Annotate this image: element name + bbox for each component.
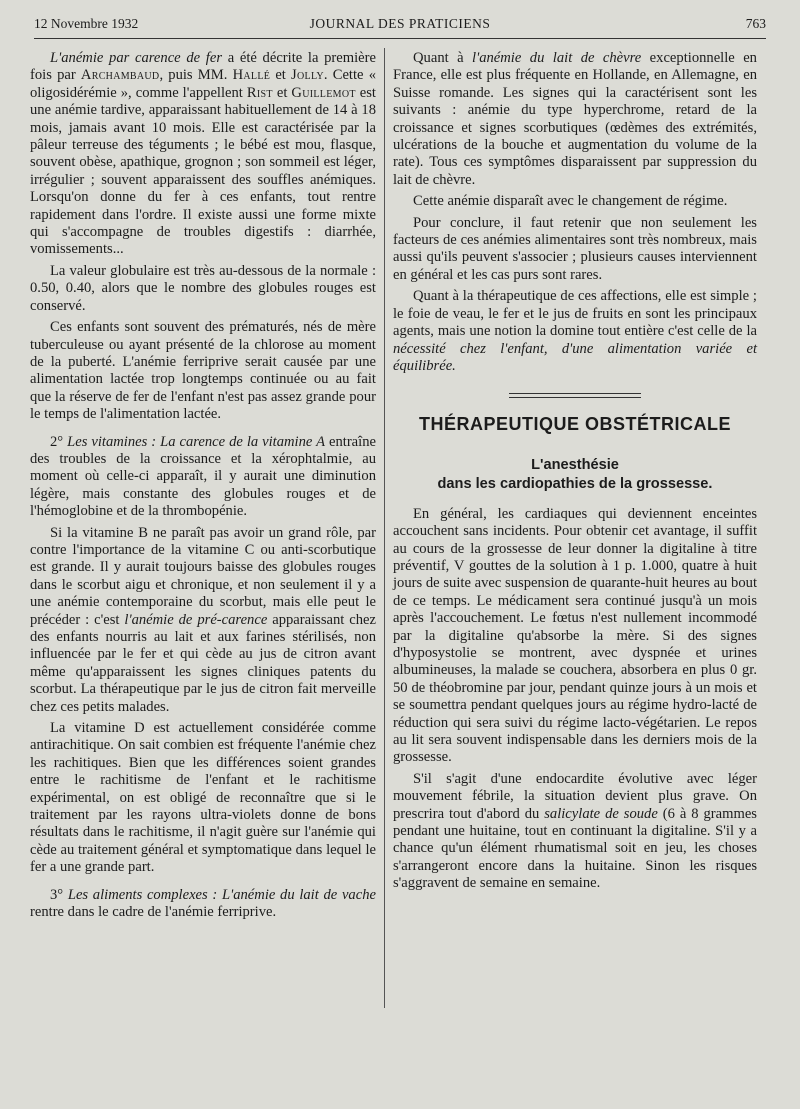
paragraph-globular-value: La valeur globulaire est très au-dessous de la normale : 0.50, 0.40, alors que le nombre des globules rouges est conservé. bbox=[30, 262, 376, 314]
paragraph-vitamin-c: Si la vitamine B ne paraît pas avoir un grand rôle, par contre l'importance de la vitamine C ou anti-scorbutique est grande. Il y aurait toujours baisse des globules rouges dans le scorbut aigu et chronique, et non seulement il y a une anémie contemporaine du scorbut, mais elle peut le précéder : c'est l'anémie de pré-carence apparaissant chez des enfants nourris au lait et aux farines stérilisés, non influencée par le fer et qui cède au jus de citron avant même qu'apparaissent les signes cliniques patents du scorbut. La thérapeutique par le jus de citron fait merveille chez ces petits malades. bbox=[30, 524, 377, 715]
page-number: 763 bbox=[745, 16, 766, 31]
paragraph-cardiac-pregnancy: En général, les cardiaques qui deviennent enceintes accouchent sans incidents. Pour obtenir cet avantage, il suffit au cours de la grossesse de leur donner la digitaline à titre préventif, V gouttes de la solution à 1 p. 1.000, quatre à huit jours de suite avec suspension de quarante-huit heures au bout de ce temps. Le médicament sera continué jusqu'à un mois après l'accouchement. Le fœtus n'est nullement incommodé par la digitaline qu'absorbe la mère. Si des signes d'hyposystolie se montrent, avec dyspnée et urines albumineuses, la malade se couchera, absorbera en plus 0 gr. 50 de théobromine par jour, pendant quinze jours à un mois et se soumettra pendant quelques jours au régime hydro-lacté de réduction qui sera suivi du régime lacto-végétarien. Le repos au lit sera souvent indispensable dans les derniers mois de la grossesse. bbox=[393, 505, 757, 766]
issue-date: 12 Novembre 1932 bbox=[34, 16, 139, 31]
left-column bbox=[30, 50, 376, 926]
section-title: THÉRAPEUTIQUE OBSTÉTRICALE bbox=[418, 414, 731, 435]
paragraph-vitamins: 2° Les vitamines : La carence de la vitamine A entraîne des troubles de la croissance et la xérophtalmie, au moment où celle-ci apparaît, il y aurait une diminution légère, mais constante des globules rouges et de l'hémoglobine et de la thrombopénie. bbox=[30, 433, 376, 520]
right-column bbox=[393, 50, 757, 897]
paragraph-complex-foods: 3° Les aliments complexes : L'anémie du lait de vache rentre dans le cadre de l'anémie ferriprive. bbox=[30, 886, 376, 921]
paragraph-premature: Ces enfants sont souvent des prématurés, nés de mère tuberculeuse ou ayant présenté de la chlorose au moment de la puberté. L'anémie ferriprive serait causée par une alimentation lactée trop longtemps continuée ou au fait que la réserve de fer de l'enfant n'est pas assez grande pour le temps de l'alimentation lactée. bbox=[30, 319, 376, 423]
paragraph-diet-change: Cette anémie disparaît avec le changement de régime. bbox=[413, 193, 728, 210]
section-separator bbox=[509, 393, 641, 398]
paragraph-vitamin-d: La vitamine D est actuellement considérée comme antirachitique. On sait combien est fréquente l'anémie chez les rachitiques. Bien que les différences soient grandes entre le rachitisme de l'enfant et le rachitisme expérimental, on est obligé de reconnaître que si le traitement par les rayons ultra-violets donne de bons résultats dans le rachitisme, il n'agit guère sur l'anémie qui cède au traitement général et symptomatique dans lequel le fer a une grande part. bbox=[30, 720, 376, 876]
paragraph-endocarditis: S'il s'agit d'une endocardite évolutive avec léger mouvement fébrile, la situation devient plus grave. On prescrira tout d'abord du salicylate de soude (6 à 8 grammes pendant une huitaine, tout en continuant la digitaline. S'il y a chance qu'un élément rhumatismal soit en jeu, les choses s'arrangeront encore dans la huitaine. Sinon les risques s'aggravent de semaine en semaine. bbox=[393, 770, 757, 892]
paragraph-conclusion: Pour conclure, il faut retenir que non seulement les facteurs de ces anémies alimentaires sont très nombreux, mais aussi qu'ils peuvent s'associer ; plusieurs causes interviennent en général et les cas purs sont rares. bbox=[393, 214, 757, 283]
journal-title: JOURNAL DES PRATICIENS bbox=[309, 16, 491, 31]
paragraph-therapy: Quant à la thérapeutique de ces affections, elle est simple ; le foie de veau, le fer et le jus de fruits en sont les principaux agents, mais une notion la domine tout entière c'est celle de la nécessité chez l'enfant, d'une alimentation variée et équilibrée. bbox=[393, 288, 757, 374]
column-divider bbox=[384, 48, 385, 1008]
paragraph-iron-deficiency: L'anémie par carence de fer a été décrite la première fois par Archambaud, puis MM. Hallé et Jolly. Cette « oligosidérémie », comme l'appellent Rist et Guillemot est une anémie tardive, apparaissant habituellement de 14 à 18 mois, jamais avant 10 mois. Elle est caractérisée par la pâleur terreuse des téguments ; le bébé est mou, flasque, souvent obèse, apathique, grognon ; son sommeil est léger, irrégulier ; souvent apparaissent des souffles anémiques. Lorsqu'on donne du fer à ces enfants, tout rentre rapidement dans l'ordre. Il existe aussi une forme mixte qui s'accompagne de troubles digestifs : diarrhée, vomissements... bbox=[30, 50, 376, 258]
paragraph-goat-milk: Quant à l'anémie du lait de chèvre exceptionnelle en France, elle est plus fréquente en Hollande, en Allemagne, en Suisse romande. Les signes qui la caractérisent sont les suivants : anémie du type hyperchrome, retard de la croissance et signes scorbutiques (œdèmes des extrémités, ulcérations de la bouche et augmentation du volume de la rate). Tous ces symptômes disparaissent par suppression du lait de chèvre. bbox=[393, 50, 757, 188]
article-subtitle: L'anesthésie dans les cardiopathies de la grossesse. bbox=[437, 456, 713, 492]
header-rule bbox=[34, 38, 766, 39]
page-header bbox=[34, 16, 766, 38]
